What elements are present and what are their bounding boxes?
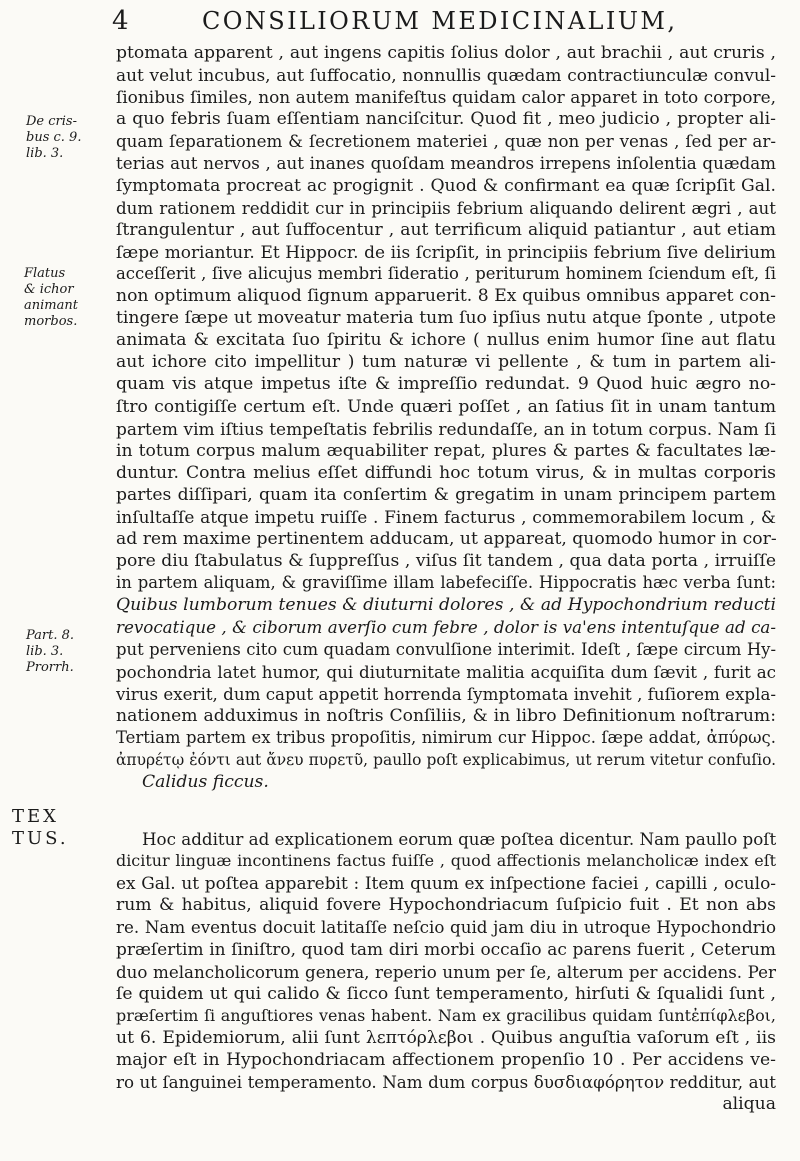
margin-note-de-crisibus	[26, 114, 81, 162]
margin-note-line: lib. 3.	[26, 644, 64, 659]
text-line: Tertiam partem ex tribus propoſitis, nimirum cur Hippoc. ſæpe addat, ἀπύρως.	[116, 727, 776, 747]
margin-note-line: animant	[24, 298, 78, 313]
text-line: acceſſerit , ſive alicujus membri ſideratio , periturum hominem ſciendum eſt, ſi	[116, 263, 776, 283]
text-line: ſtro contigiſſe certum eſt. Unde quæri poſſet , an ſatius ſit in unam tantum	[116, 396, 776, 417]
body-text-upper	[116, 42, 776, 793]
text-line: dicitur linguæ incontinens factus fuiſſe , quod affectionis melancholicæ index eſt	[116, 851, 776, 871]
quotation-line: revocatique , & ciborum averſio cum febre , dolor is va'ens intentuſque ad ca-	[116, 617, 776, 638]
text-line: ſæpe moriantur. Et Hippocr. de iis ſcripſit, in principiis febrium ſive delirium	[116, 241, 776, 262]
text-line: præſertim ſi anguſtiores venas habent. Nam ex gracilibus quidam ſuntἐπίφλεβοι,	[116, 1005, 776, 1025]
margin-note-flatus	[24, 266, 78, 330]
margin-note-line: De cris-	[26, 114, 77, 129]
text-line: nationem adduximus in noſtris Conſiliis, & in libro Definitionum noſtrarum:	[116, 705, 776, 726]
page-number: 4	[112, 6, 129, 36]
text-line: ex Gal. ut poſtea apparebit : Item quum ex inſpectione faciei , capilli , oculo-	[116, 873, 776, 894]
margin-note-line: morbos.	[24, 314, 78, 329]
text-line: in partem aliquam, & graviſſime illam labefeciſſe. Hippocratis hæc verba ſunt:	[116, 573, 776, 593]
text-line: quam ſeparationem & ſecretionem materiei , quæ non per venas , ſed per ar-	[116, 131, 776, 152]
text-line: ſymptomata procreat ac progignit . Quod & confirmant ea quæ ſcripſit Gal.	[116, 175, 776, 196]
text-line: ut 6. Epidemiorum, alii ſunt λεπτόρλεβοι . Quibus anguſtia vaſorum eſt , iis	[116, 1027, 776, 1048]
quotation-line: Quibus lumborum tenues & diuturni dolores , & ad Hypochondrium reducti	[116, 595, 776, 616]
text-line: inſultaſſe atque impetu ruiſſe . Finem facturus , commemorabilem locum , &	[116, 506, 776, 527]
running-head: CONSILIORUM MEDICINALIUM,	[202, 7, 678, 35]
text-line: major eſt in Hypochondriacam affectionem propenſio 10 . Per accidens ve-	[116, 1049, 776, 1070]
text-line: terias aut nervos , aut inanes quoſdam meandros irrepens inſolentia quædam	[116, 153, 776, 174]
margin-note-line: Part. 8.	[26, 628, 75, 643]
text-line: præſertim in ſiniſtro, quod tam diri morbi occaſio ac parens fuerit , Ceterum	[116, 939, 776, 960]
margin-note-line: Prorrh.	[26, 660, 74, 675]
margin-note-line: lib. 3.	[26, 146, 64, 161]
catchword: aliqua	[722, 1094, 776, 1115]
text-line: animata & excitata ſuo ſpiritu & ichore ( nullus enim humor ſine aut flatu	[116, 330, 776, 351]
text-line: partem vim iſtius tempeſtatis febrilis redundaſſe, an in totum corpus. Nam ſi	[116, 418, 776, 439]
text-line: ſe quidem ut qui calido & ſicco ſunt temperamento, hirſuti & ſqualidi ſunt ,	[116, 983, 776, 1004]
text-line: pochondria latet humor, qui diuturnitate malitia acquiſita dum ſævit , furit ac	[116, 661, 776, 682]
text-line: tingere ſæpe ut moveatur materia tum ſuo ipſius nutu atque ſponte , utpote	[116, 308, 776, 329]
text-line: ſtrangulentur , aut ſuffocentur , aut terrificum aliquid patiantur , aut etiam	[116, 219, 776, 240]
text-line: pore diu ſtabulatus & ſuppreſſus , viſus ſit tandem , qua data porta , irruiſſe	[116, 551, 776, 572]
text-line: ro ut ſanguinei temperamento. Nam dum corpus δυσδιαφόρητον redditur, aut	[116, 1072, 776, 1093]
text-line: ἀπυρέτῳ ἐόντι aut ἄνευ πυρετῦ, paullo poſt explicabimus, ut rerum vitetur confuſio.	[116, 751, 776, 769]
text-line: quam vis atque impetus iſte & impreſſio redundat. 9 Quod huic ægro no-	[116, 374, 776, 395]
margin-note-prorrh	[26, 628, 74, 676]
text-line: re. Nam eventus docuit latitaſſe neſcio quid jam diu in utroque Hypochondrio	[116, 917, 776, 938]
text-line: Hoc additur ad explicationem eorum quæ poſtea dicentur. Nam paullo poſt	[142, 829, 777, 849]
text-line: non optimum aliquod ſignum apparuerit. 8 Ex quibus omnibus apparet con-	[116, 286, 776, 307]
section-label-line: TEX	[12, 806, 59, 827]
text-line: virus exerit, dum caput appetit horrenda ſymptomata invehit , fuſiorem expla-	[116, 683, 777, 704]
page-header	[112, 4, 772, 38]
text-line: aut ichore cito impellitur ) tum naturæ vi pellente , & tum in partem ali-	[116, 352, 776, 373]
text-line: aut velut incubus, aut ſuffocatio, nonnullis quædam contractiunculæ convul-	[116, 65, 776, 86]
margin-note-line: & ichor	[24, 282, 74, 297]
body-text-lower	[116, 828, 776, 1115]
text-line: ad rem maxime pertinentem adducam, ut appareat, quomodo humor in cor-	[116, 529, 777, 550]
margin-note-line: Flatus	[24, 266, 66, 281]
text-line: in totum corpus malum æquabiliter repat, plures & partes & facultates læ-	[116, 440, 776, 461]
text-line: put perveniens cito cum quadam convulſione interimit. Ideſt , ſæpe circum Hy-	[116, 639, 776, 659]
section-label-line: TUS.	[12, 828, 69, 849]
text-line: a quo febris ſuam eſſentiam nanciſcitur. Quod fit , meo judicio , propter ali-	[116, 109, 776, 130]
margin-note-line: bus c. 9.	[26, 130, 82, 145]
text-line: ſionibus ſimiles, non autem manifeſtus quidam calor apparet in toto corpore,	[116, 87, 776, 108]
text-line: dum rationem reddidit cur in principiis febrium aliquando delirent ægri , aut	[116, 197, 776, 218]
text-line: partes diſſipari, quam ita conſertim & gregatim in unam principem partem	[116, 484, 776, 505]
subheading: Calidus ficcus.	[142, 772, 269, 793]
text-line: duo melancholicorum genera, reperio unum per ſe, alterum per accidens. Per	[116, 961, 776, 982]
text-line: duntur. Contra melius eſſet diffundi hoc totum virus, & in multas corporis	[116, 462, 776, 483]
section-label-textus	[12, 806, 69, 850]
text-line: ptomata apparent , aut ingens capitis ſolius dolor , aut brachii , aut cruris ,	[116, 43, 776, 63]
text-line: rum & habitus, aliquid fovere Hypochondriacum ſuſpicio fuit . Et non abs	[116, 895, 776, 916]
